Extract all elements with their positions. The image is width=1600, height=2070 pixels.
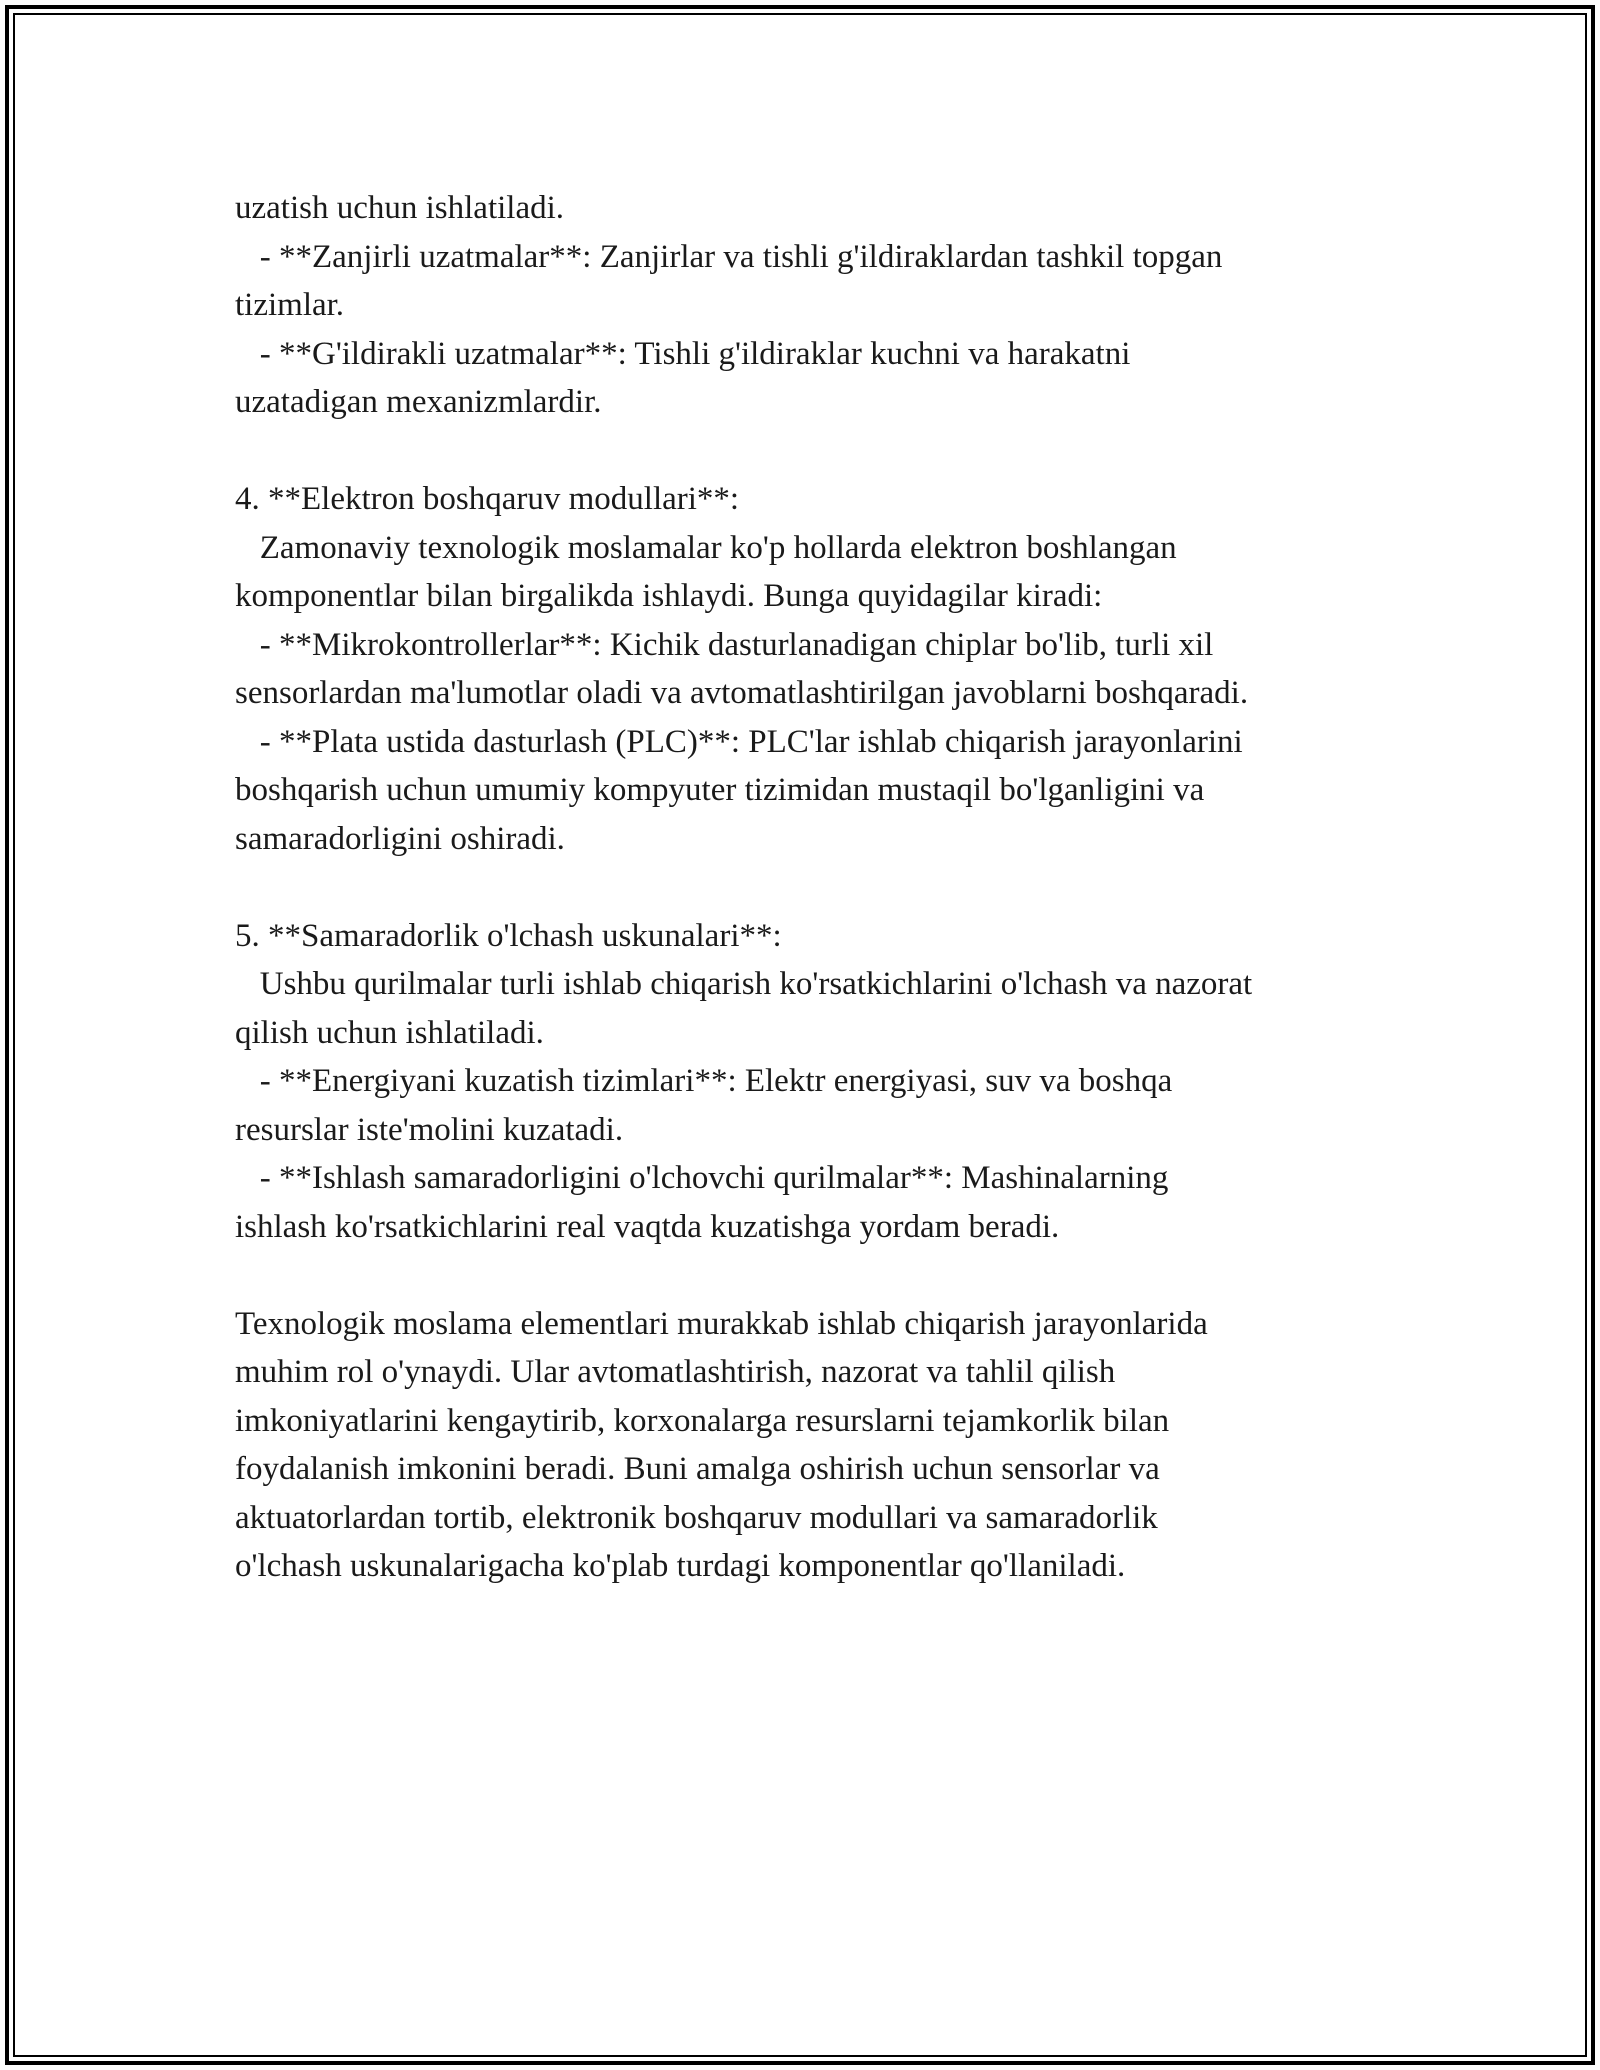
text-line: resurslar iste'molini kuzatadi. bbox=[235, 1111, 624, 1148]
text-line: - **Energiyani kuzatish tizimlari**: Elektr energiyasi, suv va boshqa bbox=[235, 1063, 1173, 1099]
text-line: muhim rol o'ynaydi. Ular avtomatlashtirish, nazorat va tahlil qilish bbox=[235, 1354, 1116, 1390]
text-line: foydalanish imkonini beradi. Buni amalga oshirish uchun sensorlar va bbox=[235, 1451, 1160, 1487]
text-line: qilish uchun ishlatiladi. bbox=[235, 1014, 544, 1051]
text-line: uzatadigan mexanizmlardir. bbox=[235, 384, 602, 420]
paragraph-gap bbox=[235, 427, 1395, 476]
text-line: - **Zanjirli uzatmalar**: Zanjirlar va tishli g'ildiraklardan tashkil topgan bbox=[235, 238, 1223, 275]
text-line: boshqarish uchun umumiy kompyuter tizimidan mustaqil bo'lganligini va bbox=[235, 772, 1205, 808]
text-line: uzatish uchun ishlatiladi. bbox=[235, 190, 565, 226]
conclusion-paragraph bbox=[235, 1300, 1395, 1591]
text-line: - **Ishlash samaradorligini o'lchovchi qurilmalar**: Mashinalarning bbox=[235, 1160, 1169, 1196]
document-body bbox=[235, 184, 1395, 1591]
text-line: Texnologik moslama elementlari murakkab ishlab chiqarish jarayonlarida bbox=[235, 1305, 1208, 1342]
section-heading: 4. **Elektron boshqaruv modullari**: bbox=[235, 481, 740, 517]
text-line: - **G'ildirakli uzatmalar**: Tishli g'ildiraklar kuchni va harakatni bbox=[235, 335, 1131, 372]
section-efficiency-measurement bbox=[235, 912, 1395, 1252]
text-line: ishlash ko'rsatkichlarini real vaqtda kuzatishga yordam beradi. bbox=[235, 1208, 1060, 1245]
text-line: - **Mikrokontrollerlar**: Kichik dasturlanadigan chiplar bo'lib, turli xil bbox=[235, 626, 1214, 663]
section-electronic-control-modules bbox=[235, 475, 1395, 863]
text-line: komponentlar bilan birgalikda ishlaydi. Bunga quyidagilar kiradi: bbox=[235, 578, 1103, 614]
text-line: o'lchash uskunalarigacha ko'plab turdagi komponentlar qo'llaniladi. bbox=[235, 1548, 1126, 1584]
text-line: - **Plata ustida dasturlash (PLC)**: PLC'lar ishlab chiqarish jarayonlarini bbox=[235, 723, 1243, 760]
text-block-continuation bbox=[235, 184, 1395, 427]
paragraph-gap bbox=[235, 1251, 1395, 1300]
text-line: samaradorligini oshiradi. bbox=[235, 820, 565, 857]
text-line: Ushbu qurilmalar turli ishlab chiqarish ko'rsatkichlarini o'lchash va nazorat bbox=[235, 966, 1253, 1002]
text-line: imkoniyatlarini kengaytirib, korxonalarga resurslarni tejamkorlik bilan bbox=[235, 1402, 1170, 1439]
section-heading: 5. **Samaradorlik o'lchash uskunalari**: bbox=[235, 917, 782, 954]
text-line: sensorlardan ma'lumotlar oladi va avtomatlashtirilgan javoblarni boshqaradi. bbox=[235, 675, 1249, 711]
paragraph-gap bbox=[235, 863, 1395, 912]
text-line: aktuatorlardan tortib, elektronik boshqaruv modullari va samaradorlik bbox=[235, 1499, 1158, 1536]
text-line: Zamonaviy texnologik moslamalar ko'p hollarda elektron boshlangan bbox=[235, 529, 1177, 566]
text-line: tizimlar. bbox=[235, 287, 345, 323]
